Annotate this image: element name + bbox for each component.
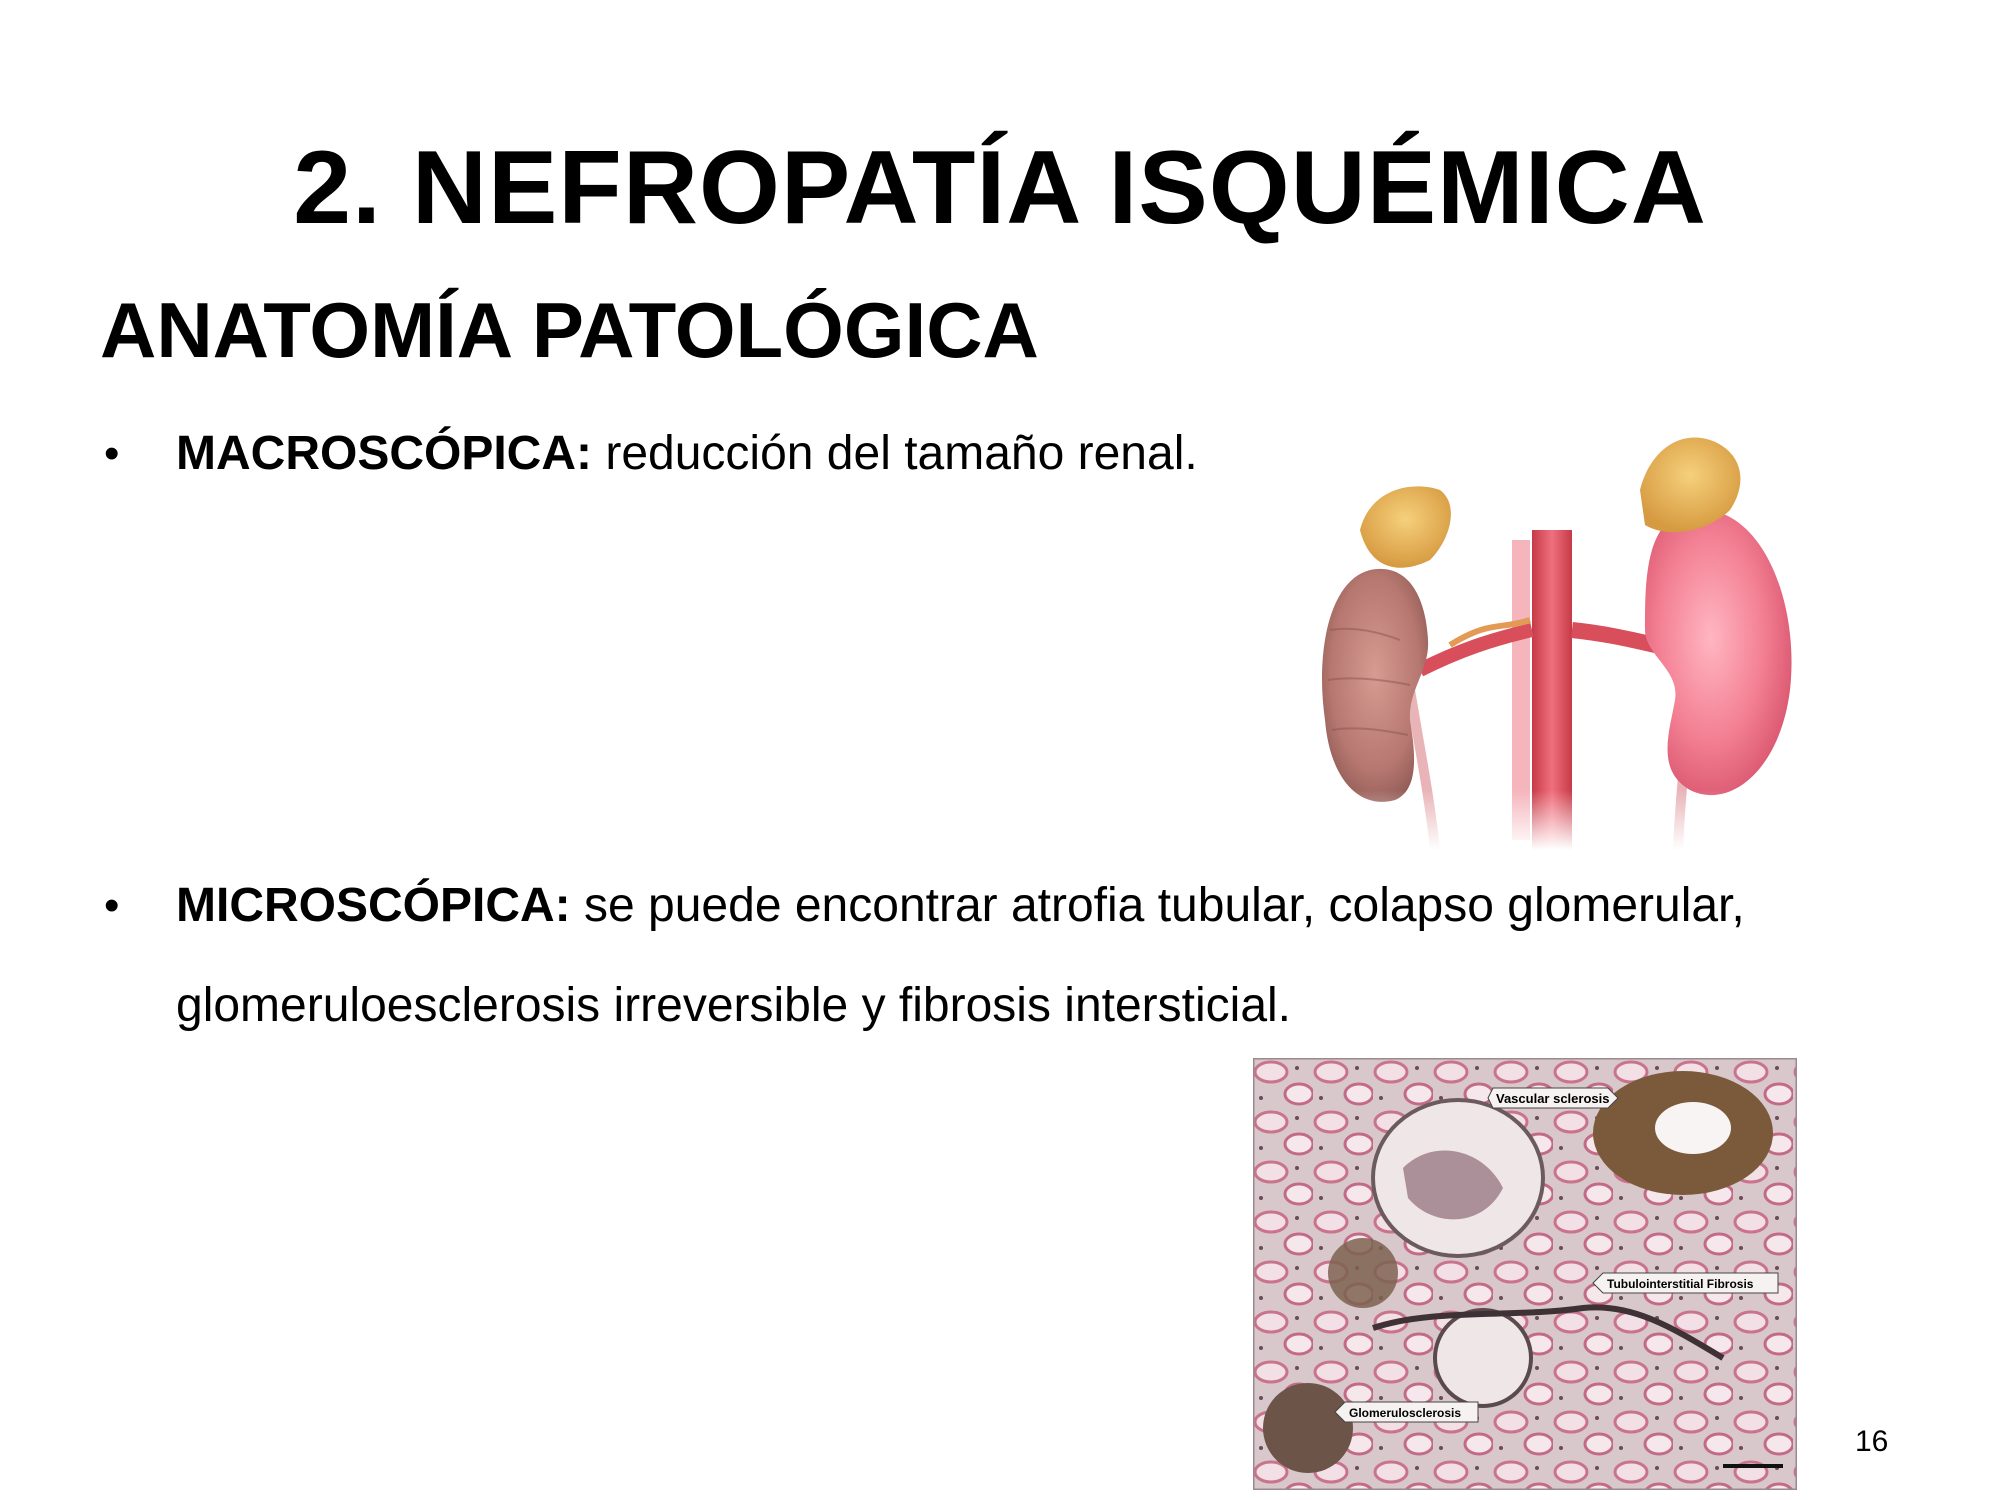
label-glomerulosclerosis [1335, 1402, 1478, 1422]
label-tubulointerstitial-fibrosis [1593, 1273, 1778, 1293]
bullet-microscopica [100, 856, 1900, 1056]
page-number: 16 [1855, 1425, 1889, 1458]
left-kidney-shape [1322, 569, 1428, 802]
histology-micrograph [1253, 1058, 1797, 1490]
section-heading: ANATOMÍA PATOLÓGICA [100, 286, 1039, 374]
svg-text:Vascular sclerosis: Vascular sclerosis [1496, 1091, 1610, 1106]
slide-title: 2. NEFROPATÍA ISQUÉMICA [293, 130, 1707, 246]
right-kidney-shape [1645, 509, 1792, 795]
svg-text:Glomerulosclerosis: Glomerulosclerosis [1349, 1406, 1462, 1420]
bullet-line: glomeruloesclerosis irreversible y fibrosis intersticial. [176, 979, 1292, 1032]
svg-text:Tubulointerstitial Fibrosis: Tubulointerstitial Fibrosis [1607, 1277, 1754, 1291]
bullet-label: MICROSCÓPICA: [176, 879, 571, 932]
label-vascular-sclerosis [1488, 1088, 1618, 1108]
bullet-text [176, 404, 1198, 504]
bullet-line: se puede encontrar atrofia tubular, colapso glomerular, [570, 879, 1745, 932]
kidney-illustration [1300, 430, 1800, 850]
bullet-label: MACROSCÓPICA: [176, 427, 592, 480]
bullet-line: reducción del tamaño renal. [592, 427, 1198, 480]
bullet-dot: • [104, 881, 120, 930]
bullet-macroscopica [100, 404, 1300, 504]
bullet-dot: • [104, 429, 120, 478]
bullet-text [176, 856, 1745, 1056]
